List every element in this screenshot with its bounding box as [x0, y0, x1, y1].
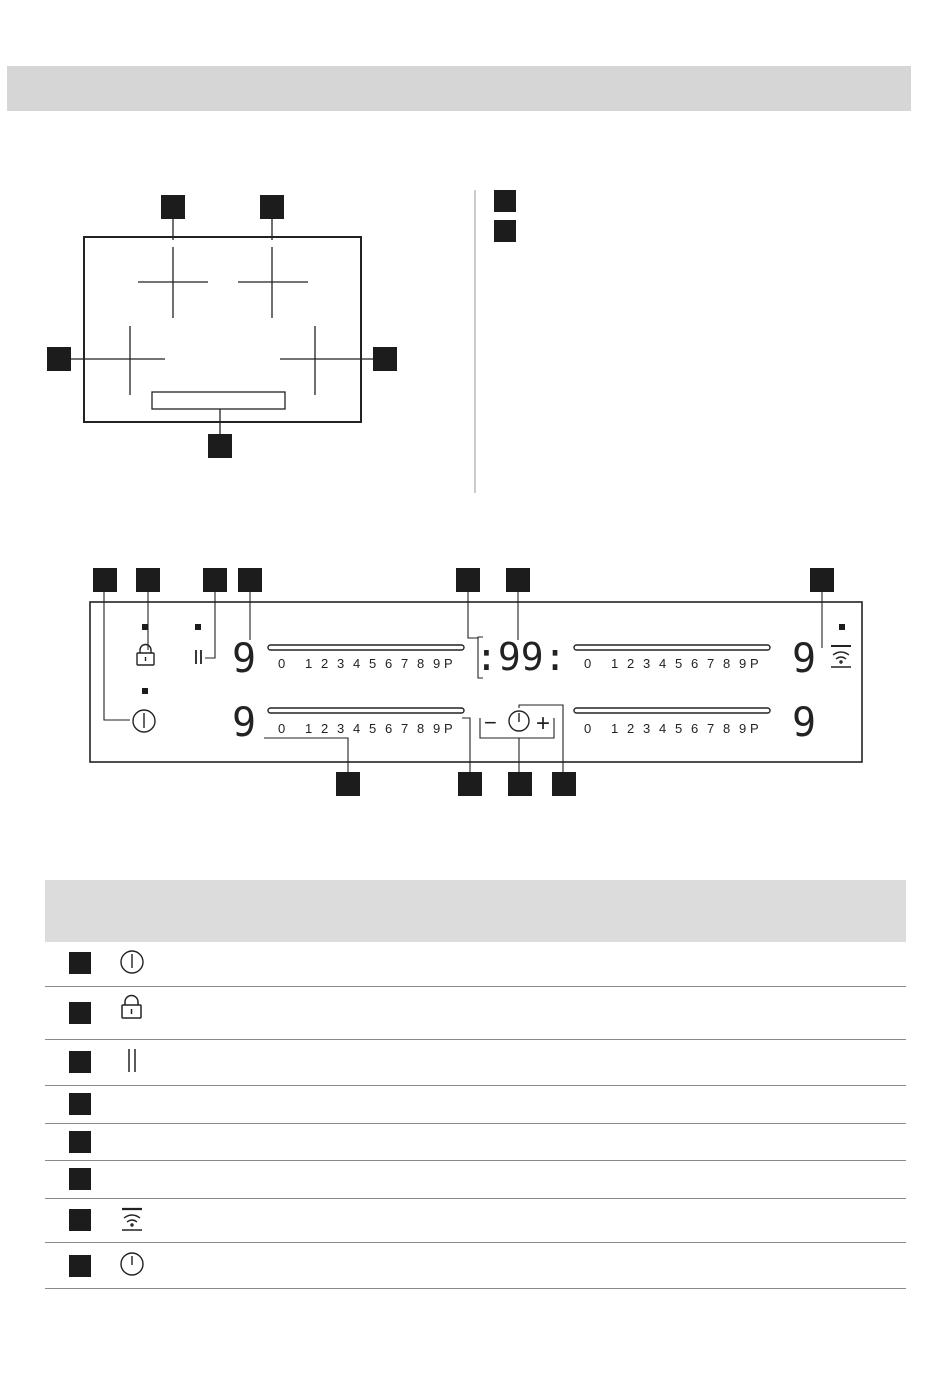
- scale-label: 7: [707, 721, 715, 736]
- scale-label: 5: [369, 656, 377, 671]
- scale-label: 9: [433, 721, 441, 736]
- callout-marker: [508, 772, 532, 796]
- scale-label: 6: [691, 656, 699, 671]
- lock-icon: [119, 994, 147, 1022]
- timer-display: :99:: [475, 635, 567, 679]
- callout-marker: [203, 568, 227, 592]
- scale-label: 3: [643, 721, 651, 736]
- table-row: [45, 1039, 906, 1086]
- scale-label: 1: [611, 656, 619, 671]
- top-left-power-display: 9: [232, 636, 257, 682]
- bottom-left-power-display: 9: [232, 700, 257, 746]
- scale-label: 4: [353, 721, 361, 736]
- callout-marker: [336, 772, 360, 796]
- timer-minus: −: [484, 710, 497, 735]
- table-row: [45, 1160, 906, 1199]
- callout-marker: [238, 568, 262, 592]
- scale-label: 2: [321, 656, 329, 671]
- scale-label: P: [750, 721, 759, 736]
- table-row: [45, 942, 906, 987]
- table-row: [45, 1123, 906, 1161]
- scale-label: 2: [627, 721, 635, 736]
- callout-marker: [69, 1168, 91, 1190]
- callout-marker: [69, 1255, 91, 1277]
- scale-label: 3: [337, 656, 345, 671]
- callout-marker: [69, 952, 91, 974]
- scale-label: 2: [321, 721, 329, 736]
- callout-marker: [69, 1131, 91, 1153]
- callout-marker: [69, 1002, 91, 1024]
- callout-marker: [506, 568, 530, 592]
- hob-hood-icon: [119, 1206, 147, 1234]
- scale-label: 8: [723, 656, 731, 671]
- scale-label: 6: [385, 721, 393, 736]
- scale-label: 7: [401, 656, 409, 671]
- scale-label: 9: [739, 721, 747, 736]
- scale-label: 1: [611, 721, 619, 736]
- scale-label: 5: [675, 721, 683, 736]
- callout-marker: [69, 1051, 91, 1073]
- callout-marker: [456, 568, 480, 592]
- scale-label: 4: [659, 656, 667, 671]
- scale-label: 0: [278, 721, 286, 736]
- scale-label: P: [444, 721, 453, 736]
- timer-plus: +: [536, 710, 551, 737]
- scale-label: 0: [584, 721, 592, 736]
- callout-marker: [69, 1093, 91, 1115]
- timer-icon: [509, 711, 529, 731]
- scale-label: 1: [305, 721, 313, 736]
- callout-marker: [552, 772, 576, 796]
- scale-label: 8: [723, 721, 731, 736]
- power-icon: [119, 950, 147, 978]
- scale-label: 6: [691, 721, 699, 736]
- lock-icon: [137, 645, 154, 666]
- scale-label: 8: [417, 721, 425, 736]
- table-row: [45, 1242, 906, 1289]
- power-icon: [133, 710, 155, 732]
- scale-label: 3: [337, 721, 345, 736]
- scale-label: 4: [659, 721, 667, 736]
- callout-marker: [810, 568, 834, 592]
- scale-label: 1: [305, 656, 313, 671]
- callout-marker: [93, 568, 117, 592]
- timer-icon: [119, 1252, 147, 1280]
- table-row: [45, 1085, 906, 1124]
- scale-label: P: [444, 656, 453, 671]
- table-header: [45, 880, 906, 942]
- scale-label: 3: [643, 656, 651, 671]
- scale-label: 7: [707, 656, 715, 671]
- table-row: [45, 986, 906, 1040]
- callout-marker: [136, 568, 160, 592]
- scale-label: 2: [627, 656, 635, 671]
- scale-label: P: [750, 656, 759, 671]
- scale-label: 6: [385, 656, 393, 671]
- callout-marker: [458, 772, 482, 796]
- table-row: [45, 1198, 906, 1243]
- callout-marker: [69, 1209, 91, 1231]
- scale-label: 4: [353, 656, 361, 671]
- top-right-power-display: 9: [792, 636, 817, 682]
- scale-label: 5: [369, 721, 377, 736]
- scale-label: 5: [675, 656, 683, 671]
- panel-outline: [90, 602, 862, 762]
- bottom-right-power-display: 9: [792, 700, 817, 746]
- pause-icon: [119, 1047, 147, 1075]
- scale-label: 9: [433, 656, 441, 671]
- scale-label: 0: [278, 656, 286, 671]
- scale-label: 0: [584, 656, 592, 671]
- hob-hood-icon: [831, 646, 851, 667]
- pause-icon: [196, 650, 201, 664]
- scale-label: 8: [417, 656, 425, 671]
- scale-label: 9: [739, 656, 747, 671]
- scale-label: 7: [401, 721, 409, 736]
